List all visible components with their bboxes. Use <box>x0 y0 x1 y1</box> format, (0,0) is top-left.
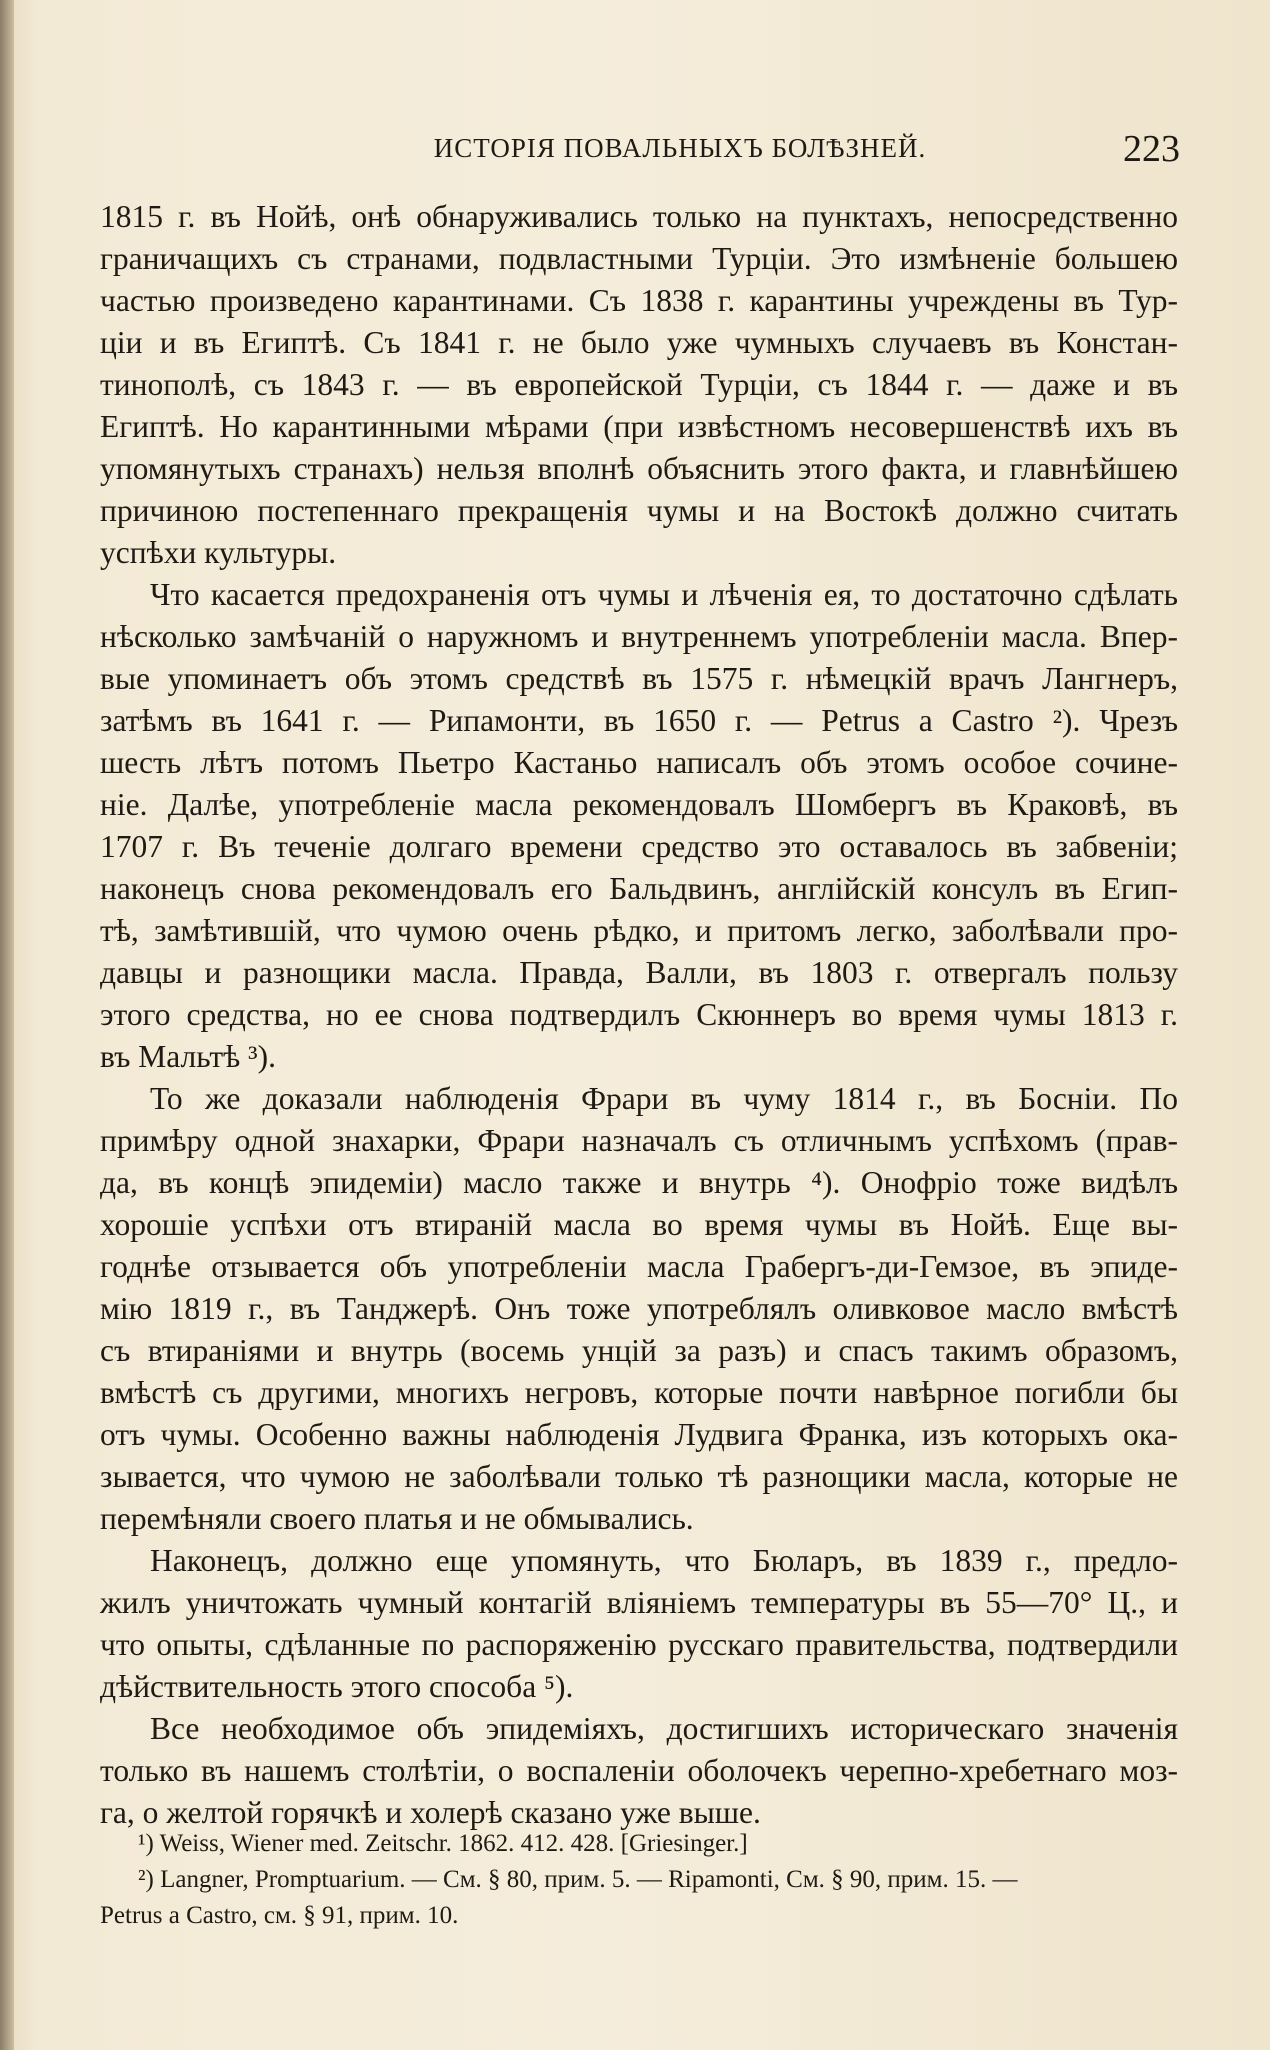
paragraph <box>100 574 1178 1078</box>
page-header <box>100 127 1180 171</box>
text-line: дѣйствительность этого способа ⁵). <box>100 1669 574 1704</box>
text-line: нѣсколько замѣчаній о наружномъ и внутреннемъ употребленіи масла. Впер- <box>100 619 1178 654</box>
text-line: годнѣе отзывается объ употребленіи масла Грабергъ-ди-Гемзое, въ эпиде- <box>100 1249 1178 1284</box>
paragraph <box>100 1078 1178 1540</box>
text-line: этого средства, но ее снова подтвердилъ Скюннеръ во время чумы 1813 г. <box>100 997 1178 1032</box>
text-line: Все необходимое объ эпидеміяхъ, достигшихъ историческаго значенія <box>150 1711 1178 1746</box>
footnote-2: ²) Langner, Promptuarium. — См. § 80, прим. 5. — Ripamonti, См. § 90, прим. 15. — <box>138 1866 1018 1893</box>
text-line: га, о желтой горячкѣ и холерѣ сказано уже выше. <box>100 1795 761 1830</box>
text-line: хорошіе успѣхи отъ втираній масла во время чумы въ Нойѣ. Еще вы- <box>100 1207 1178 1242</box>
text-line: шесть лѣтъ потомъ Пьетро Кастаньо написалъ объ этомъ особое сочине- <box>100 745 1178 780</box>
text-line: частью произведено карантинами. Съ 1838 г. карантины учреждены въ Тур- <box>100 283 1178 318</box>
footnote-2-continued: Petrus a Castro, см. § 91, прим. 10. <box>100 1902 459 1929</box>
text-line: 1815 г. въ Нойѣ, онѣ обнаруживались только на пунктахъ, непосредственно <box>100 199 1178 234</box>
text-line: 1707 г. Въ теченіе долгаго времени средство это оставалось въ забвеніи; <box>100 829 1178 864</box>
text-line: что опыты, сдѣланные по распоряженію русскаго правительства, подтвердили <box>100 1627 1178 1662</box>
footnote-1: ¹) Weiss, Wiener med. Zeitschr. 1862. 412. 428. [Griesinger.] <box>138 1830 748 1857</box>
text-line: Наконецъ, должно еще упомянуть, что Бюларъ, въ 1839 г., предло- <box>150 1543 1178 1578</box>
text-line: ціи и въ Египтѣ. Съ 1841 г. не было уже чумныхъ случаевъ въ Констан- <box>100 325 1178 360</box>
page-body <box>100 196 1178 1834</box>
paragraph <box>100 1540 1178 1708</box>
page-number: 223 <box>1123 128 1180 170</box>
paragraph <box>100 196 1178 574</box>
text-line: въ Мальтѣ ³). <box>100 1039 276 1074</box>
text-line: давцы и разнощики масла. Правда, Валли, въ 1803 г. отвергалъ пользу <box>100 955 1178 990</box>
running-title: ИСТОРІЯ ПОВАЛЬНЫХЪ БОЛѢЗНЕЙ. <box>433 133 927 163</box>
text-line: жилъ уничтожать чумный контагій вліяніемъ температуры въ 55—70° Ц., и <box>100 1585 1178 1620</box>
text-line: мію 1819 г., въ Танджерѣ. Онъ тоже употреблялъ оливковое масло вмѣстѣ <box>100 1291 1178 1326</box>
text-line: упомянутыхъ странахъ) нельзя вполнѣ объяснить этого факта, и главнѣйшею <box>100 451 1178 486</box>
text-line: да, въ концѣ эпидеміи) масло также и внутрь ⁴). Онофріо тоже видѣлъ <box>100 1165 1178 1200</box>
text-line: только въ нашемъ столѣтіи, о воспаленіи оболочекъ черепно-хребетнаго моз- <box>100 1753 1178 1788</box>
text-line: вмѣстѣ съ другими, многихъ негровъ, которые почти навѣрное погибли бы <box>100 1375 1178 1410</box>
book-binding-edge <box>0 0 14 2050</box>
text-line: тинополѣ, съ 1843 г. — въ европейской Турціи, съ 1844 г. — даже и въ <box>100 367 1178 402</box>
text-line: зывается, что чумою не заболѣвали только тѣ разнощики масла, которые не <box>100 1459 1178 1494</box>
text-line: То же доказали наблюденія Фрари въ чуму 1814 г., въ Босніи. По <box>150 1081 1178 1116</box>
text-line: вые упоминаетъ объ этомъ средствѣ въ 1575 г. нѣмецкій врачъ Лангнеръ, <box>100 661 1178 696</box>
text-line: отъ чумы. Особенно важны наблюденія Лудвига Франка, изъ которыхъ ока- <box>100 1417 1178 1452</box>
text-line: Египтѣ. Но карантинными мѣрами (при извѣстномъ несовершенствѣ ихъ въ <box>100 409 1178 444</box>
text-line: Что касается предохраненія отъ чумы и лѣченія ея, то достаточно сдѣлать <box>150 577 1178 612</box>
paragraph <box>100 1708 1178 1834</box>
footnotes <box>100 1826 1178 1934</box>
text-line: наконецъ снова рекомендовалъ его Бальдвинъ, англійскій консулъ въ Егип- <box>100 871 1178 906</box>
text-line: успѣхи культуры. <box>100 535 337 570</box>
text-line: перемѣняли своего платья и не обмывались. <box>100 1501 694 1536</box>
text-line: затѣмъ въ 1641 г. — Рипамонти, въ 1650 г. — Petrus a Castro ²). Чрезъ <box>100 703 1178 738</box>
text-line: примѣру одной знахарки, Фрари назначалъ съ отличнымъ успѣхомъ (прав- <box>100 1123 1178 1158</box>
text-line: тѣ, замѣтившій, что чумою очень рѣдко, и притомъ легко, заболѣвали про- <box>100 913 1178 948</box>
text-line: граничащихъ съ странами, подвластными Турціи. Это измѣненіе большею <box>100 241 1178 276</box>
text-line: съ втираніями и внутрь (восемь унцій за разъ) и спасъ такимъ образомъ, <box>100 1333 1178 1368</box>
text-line: ніе. Далѣе, употребленіе масла рекомендовалъ Шомбергъ въ Краковѣ, въ <box>100 787 1178 822</box>
text-line: причиною постепеннаго прекращенія чумы и на Востокѣ должно считать <box>100 493 1178 528</box>
